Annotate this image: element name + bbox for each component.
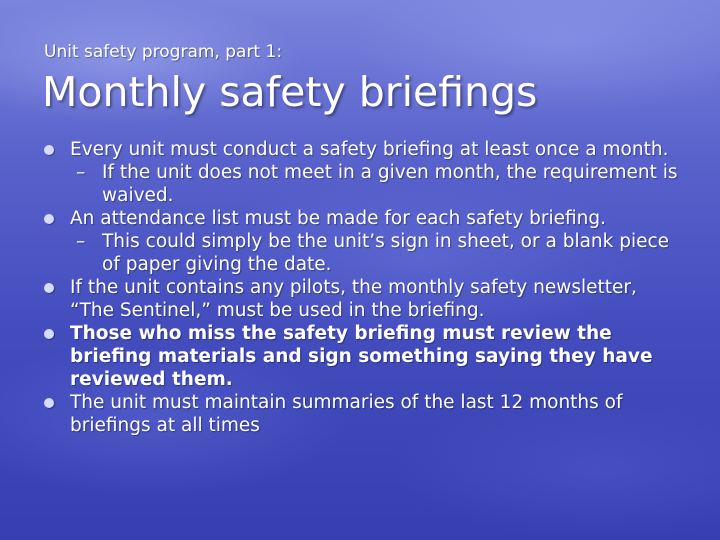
bullet-text: Those who miss the safety briefing must review the briefing materials and sign something saying they have reviewed them. (70, 323, 653, 390)
bullet-text: If the unit contains any pilots, the monthly safety newsletter, “The Sentinel,” must be used in the briefing. (70, 277, 637, 321)
bullet-text: Every unit must conduct a safety briefing at least once a month. (70, 139, 669, 160)
slide-title: Monthly safety briefings (42, 68, 538, 116)
bullet-text: The unit must maintain summaries of the last 12 months of briefings at all times (70, 392, 623, 436)
bullet-item-2 (44, 207, 684, 230)
dash-icon: – (76, 162, 86, 183)
bullet-dot-icon (44, 329, 54, 339)
bullet-dot-icon (44, 283, 54, 293)
bullet-list (44, 138, 684, 437)
sub-bullet-text: This could simply be the unit’s sign in sheet, or a blank piece of paper giving the date. (102, 231, 670, 275)
slide-subtitle: Unit safety program, part 1: (44, 42, 283, 62)
bullet-item-4 (44, 322, 684, 391)
bullet-item-1 (44, 138, 684, 161)
sub-bullet-item-2 (44, 230, 684, 276)
bullet-item-3 (44, 276, 684, 322)
bullet-dot-icon (44, 214, 54, 224)
bullet-dot-icon (44, 145, 54, 155)
sub-bullet-item-1 (44, 161, 684, 207)
sub-bullet-text: If the unit does not meet in a given month, the requirement is waived. (102, 162, 678, 206)
dash-icon: – (76, 231, 86, 252)
bullet-dot-icon (44, 398, 54, 408)
bullet-item-5 (44, 391, 684, 437)
bullet-text: An attendance list must be made for each safety briefing. (70, 208, 607, 229)
